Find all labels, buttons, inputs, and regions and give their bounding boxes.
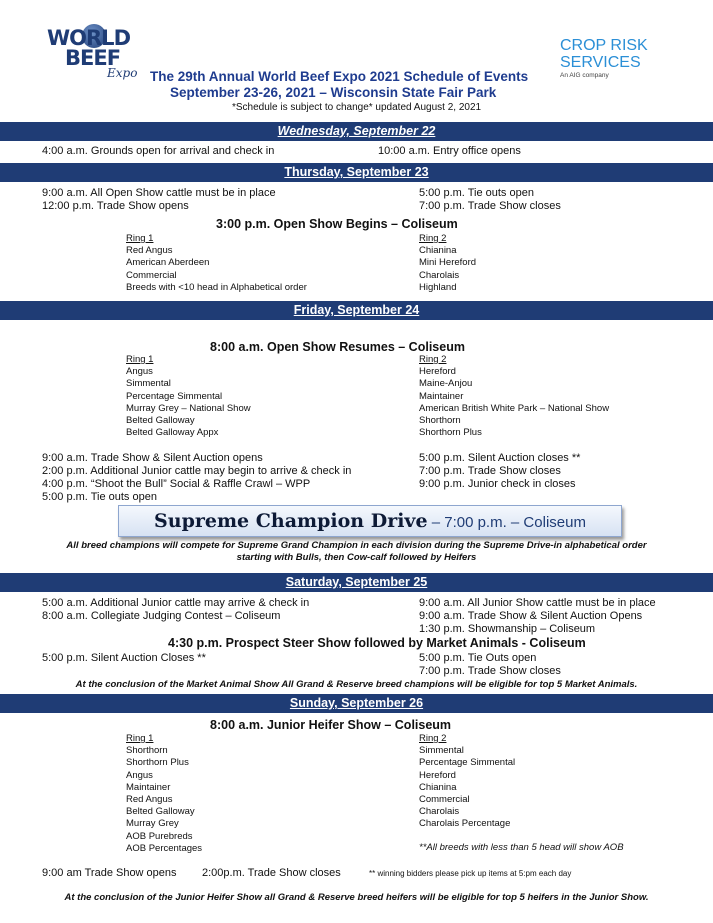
drive-time: – 7:00 p.m. – Coliseum [427,514,586,531]
event-item: 2:00p.m. Trade Show closes [202,867,341,879]
breed-item: Charolais [419,269,460,281]
ring-label: Ring 1 [126,233,154,244]
event-item: 4:00 p.m. “Shoot the Bull” Social & Raffle Crawl – WPP [42,478,311,490]
sponsor-tag: An AIG company [560,72,609,79]
breed-item: AOB Percentages [126,842,203,854]
breed-item: Simmental [419,745,464,757]
breed-item: American British White Park – National Show [419,402,610,414]
breed-item: Commercial [126,269,177,281]
event-item: 7:00 p.m. Trade Show closes [419,465,561,477]
ring1-list [126,233,307,294]
show-heading: 3:00 p.m. Open Show Begins – Coliseum [216,217,458,231]
breed-item: AOB Purebreds [126,830,193,842]
day-band-label: Saturday, September 25 [285,575,428,589]
breed-item: Shorthorn [126,745,168,757]
day-band-thursday [0,163,713,182]
day-band-label: Sunday, September 26 [289,696,424,710]
breed-item: Mini Hereford [419,257,477,269]
breed-item: Percentage Simmental [419,757,516,769]
breed-item: Shorthorn [419,415,461,427]
breed-item: Shorthorn Plus [126,757,189,769]
show-heading: 8:00 a.m. Open Show Resumes – Coliseum [210,340,465,354]
ring-label: Ring 1 [126,733,154,744]
world-beef-expo-logo [47,24,142,84]
breed-item: Simmental [126,378,171,390]
drive-note: starting with Bulls, then Cow-calf followed by Heifers [236,552,477,563]
breed-item: Murray Grey – National Show [126,402,251,414]
breed-item: Maintainer [126,781,171,793]
breed-item: Highland [419,281,457,293]
event-item: 1:30 p.m. Showmanship – Coliseum [419,623,596,635]
ring-label: Ring 2 [419,233,447,244]
breed-item: Chianina [419,245,457,257]
event-item: 7:00 p.m. Trade Show closes [419,200,561,212]
breed-item: Angus [126,769,153,781]
breed-item: Belted Galloway [126,806,195,818]
event-item: 8:00 a.m. Collegiate Judging Contest – Coliseum [42,610,281,622]
sponsor-line1: CROP RISK [560,37,648,54]
page-title: The 29th Annual World Beef Expo 2021 Schedule of Events [150,69,529,84]
aob-note: **All breeds with less than 5 head will show AOB [419,842,624,853]
event-item: 10:00 a.m. Entry office opens [378,145,521,157]
event-item: 5:00 p.m. Silent Auction Closes ** [42,652,206,664]
breed-item: Red Angus [126,245,173,257]
breed-item: Murray Grey [126,818,179,830]
breed-item: American Aberdeen [126,257,210,269]
breed-item: Angus [126,366,153,378]
logo-line1: WORLD [47,26,130,50]
event-item: 4:00 a.m. Grounds open for arrival and check in [42,145,275,157]
breed-item: Maintainer [419,390,464,402]
ring2-list [419,733,515,831]
breed-item: Breeds with <10 head in Alphabetical order [126,281,307,293]
event-item: 9:00 a.m. All Open Show cattle must be in place [42,187,276,199]
show-heading: 8:00 a.m. Junior Heifer Show – Coliseum [210,718,452,732]
sponsor-line2: SERVICES [560,54,641,71]
breed-item: Belted Galloway [126,415,195,427]
day-band-friday [0,301,713,320]
event-item: 9:00 p.m. Junior check in closes [419,478,576,490]
breed-item: Chianina [419,781,457,793]
heifer-note: At the conclusion of the Junior Heifer Show all Grand & Reserve breed heifers will be eligible for top 5 heifers in the Junior Show. [64,892,649,903]
show-heading: 4:30 p.m. Prospect Steer Show followed by Market Animals - Coliseum [168,636,586,650]
page-subtitle: September 23-26, 2021 – Wisconsin State Fair Park [170,85,497,100]
logo-line3: Expo [107,66,138,80]
event-item: 5:00 p.m. Silent Auction closes ** [419,452,581,464]
breed-item: Hereford [419,769,456,781]
event-item: 12:00 p.m. Trade Show opens [42,200,189,212]
drive-title: Supreme Champion Drive [154,510,428,532]
supreme-champion-drive-banner [118,505,622,537]
ring-label: Ring 2 [419,733,447,744]
sponsor-logo [560,37,648,79]
breed-item: Charolais [419,806,460,818]
breed-item: Red Angus [126,794,173,806]
bidders-note: ** winning bidders please pick up items at 5:pm each day [369,869,572,878]
ring2-list [419,354,609,439]
ring2-list [419,233,476,294]
schedule-note: *Schedule is subject to change* updated August 2, 2021 [232,102,482,113]
breed-item: Belted Galloway Appx [126,427,219,439]
event-item: 5:00 a.m. Additional Junior cattle may arrive & check in [42,597,310,609]
day-band-wednesday [0,122,713,141]
ring1-list [126,354,251,439]
event-item: 5:00 p.m. Tie outs open [42,491,157,503]
breed-item: Hereford [419,366,456,378]
breed-item: Percentage Simmental [126,390,223,402]
logo-line2: BEEF [65,46,121,70]
event-item: 5:00 p.m. Tie Outs open [419,652,537,664]
event-item: 9:00 a.m. Trade Show & Silent Auction opens [42,452,263,464]
event-item: 9:00 am Trade Show opens [42,867,177,879]
breed-item: Commercial [419,794,470,806]
day-band-label: Wednesday, September 22 [277,124,436,138]
ring1-list [126,733,202,855]
day-band-saturday [0,573,713,592]
day-band-sunday [0,694,713,713]
event-item: 5:00 p.m. Tie outs open [419,187,534,199]
ring-label: Ring 2 [419,354,447,365]
breed-item: Shorthorn Plus [419,427,482,439]
drive-note: All breed champions will compete for Supreme Grand Champion in each division during the Supreme Drive-in alphabetical order [66,540,647,551]
breed-item: Maine-Anjou [419,378,473,390]
ring-label: Ring 1 [126,354,154,365]
event-item: 2:00 p.m. Additional Junior cattle may begin to arrive & check in [42,465,352,477]
day-band-label: Friday, September 24 [293,303,420,317]
breed-item: Charolais Percentage [419,818,511,830]
event-item: 7:00 p.m. Trade Show closes [419,665,561,677]
event-item: 9:00 a.m. Trade Show & Silent Auction Opens [419,610,643,622]
event-item: 9:00 a.m. All Junior Show cattle must be in place [419,597,656,609]
market-note: At the conclusion of the Market Animal Show All Grand & Reserve breed champions will be eligible for top 5 Market Animals. [75,679,638,690]
day-band-label: Thursday, September 23 [284,165,429,179]
